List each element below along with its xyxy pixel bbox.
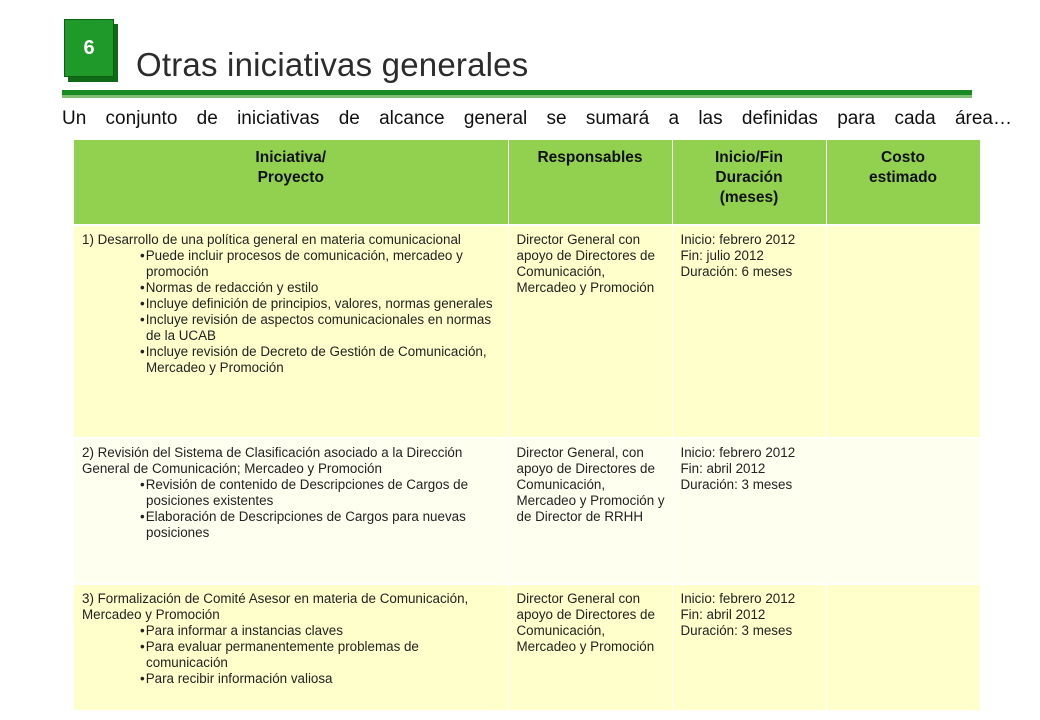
- list-item: • Incluye revisión de aspectos comunicacionales en normas de la UCAB: [140, 312, 502, 344]
- list-item: • Incluye definición de principios, valores, normas generales: [140, 296, 502, 312]
- schedule-cell: Inicio: febrero 2012 Fin: julio 2012 Duración: 6 meses: [672, 225, 826, 438]
- table-header-row: [74, 140, 980, 225]
- list-item: • Elaboración de Descripciones de Cargos para nuevas posiciones: [140, 509, 502, 541]
- schedule-cell: Inicio: febrero 2012 Fin: abril 2012 Duración: 3 meses: [672, 438, 826, 584]
- initiative-cell: [74, 225, 508, 438]
- list-item: • Para evaluar permanentemente problemas de comunicación: [140, 639, 502, 671]
- responsables-cell: Director General con apoyo de Directores de Comunicación, Mercadeo y Promoción: [508, 225, 672, 438]
- schedule-cell: Inicio: febrero 2012 Fin: abril 2012 Duración: 3 meses: [672, 584, 826, 710]
- list-item: • Puede incluir procesos de comunicación, mercadeo y promoción: [140, 248, 502, 280]
- page-subtitle: Un conjunto de iniciativas de alcance general se sumará a las definidas para cada área…: [62, 108, 1012, 129]
- cost-cell: [826, 584, 980, 710]
- initiative-cell: [74, 438, 508, 584]
- list-item: • Para informar a instancias claves: [140, 623, 502, 639]
- section-number-badge: [64, 19, 114, 77]
- initiative-cell: [74, 584, 508, 710]
- initiative-bullets: [82, 623, 502, 687]
- responsables-cell: Director General, con apoyo de Directores de Comunicación, Mercadeo y Promoción y de Director de RRHH: [508, 438, 672, 584]
- table-row: [74, 438, 980, 584]
- initiative-title: 1) Desarrollo de una política general en materia comunicacional: [82, 232, 461, 247]
- responsables-cell: Director General con apoyo de Directores de Comunicación, Mercadeo y Promoción: [508, 584, 672, 710]
- cost-cell: [826, 225, 980, 438]
- list-item: • Para recibir información valiosa: [140, 671, 502, 687]
- table-row: [74, 225, 980, 438]
- initiative-title: 2) Revisión del Sistema de Clasificación asociado a la Dirección General de Comunicación; Mercadeo y Promoción: [82, 445, 463, 476]
- table-row: [74, 584, 980, 710]
- initiatives-table: [74, 140, 981, 710]
- initiative-bullets: [82, 248, 502, 376]
- page-title: Otras iniciativas generales: [136, 46, 529, 83]
- header-costo: Costo estimado: [826, 140, 980, 225]
- header-inicio-fin: Inicio/Fin Duración (meses): [672, 140, 826, 225]
- list-item: • Incluye revisión de Decreto de Gestión de Comunicación, Mercadeo y Promoción: [140, 344, 502, 376]
- section-number: 6: [83, 36, 95, 59]
- header-responsables: Responsables: [508, 140, 672, 225]
- initiative-title: 3) Formalización de Comité Asesor en materia de Comunicación, Mercadeo y Promoción: [82, 591, 469, 622]
- cost-cell: [826, 438, 980, 584]
- list-item: • Normas de redacción y estilo: [140, 280, 502, 296]
- title-divider: [62, 90, 972, 98]
- list-item: • Revisión de contenido de Descripciones de Cargos de posiciones existentes: [140, 477, 502, 509]
- initiative-bullets: [82, 477, 502, 541]
- header-iniciativa: Iniciativa/ Proyecto: [74, 140, 508, 225]
